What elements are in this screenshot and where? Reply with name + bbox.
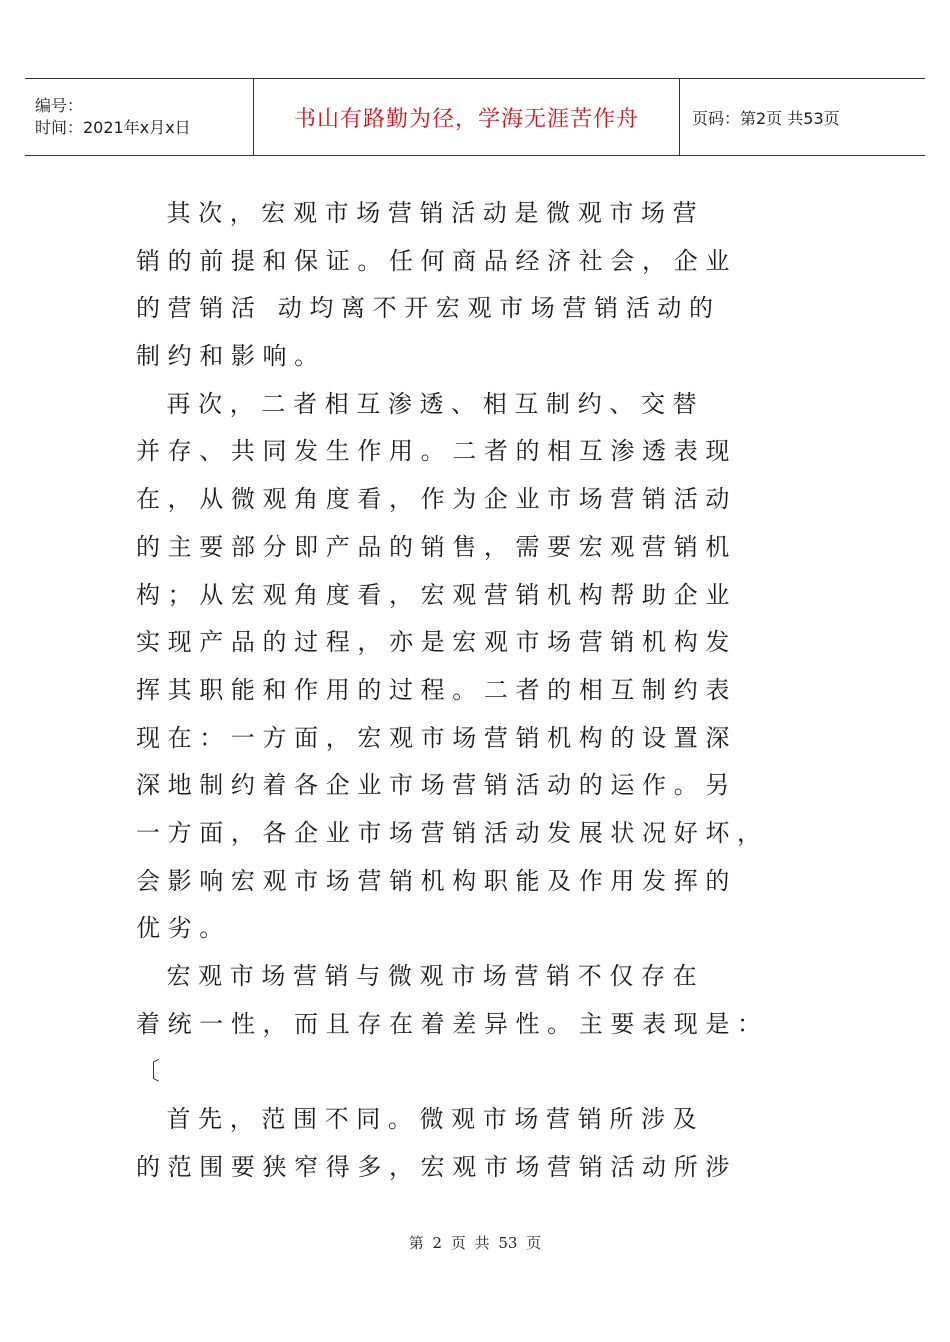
header-motto: 书山有路勤为径，学海无涯苦作舟 <box>293 106 639 132</box>
header-meta <box>25 79 254 155</box>
body-line: 深 地 制 约 着 各 企 业 市 场 营 销 活 动 的 运 作 。 另 <box>136 771 730 800</box>
header-motto-cell <box>254 79 680 155</box>
body-line: 制 约 和 影 响 。 <box>136 342 319 371</box>
document-time-label: 时间：2021年x月x日 <box>35 118 191 137</box>
body-line: 在 ， 从 微 观 角 度 看 ， 作 为 企 业 市 场 营 销 活 动 <box>136 485 730 514</box>
body-line: 会 影 响 宏 观 市 场 营 销 机 构 职 能 及 作 用 发 挥 的 <box>136 866 730 895</box>
body-line: 挥 其 职 能 和 作 用 的 过 程 。 二 者 的 相 互 制 约 表 <box>136 675 730 704</box>
body-line: 实 现 产 品 的 过 程 ， 亦 是 宏 观 市 场 营 销 机 构 发 <box>136 628 730 657</box>
body-line: 一 方 面 ， 各 企 业 市 场 营 销 活 动 发 展 状 况 好 坏 ， <box>136 818 761 847</box>
document-header <box>25 78 925 156</box>
body-line: 其 次 ， 宏 观 市 场 营 销 活 动 是 微 观 市 场 营 <box>136 199 697 227</box>
body-line: 销 的 前 提 和 保 证 。 任 何 商 品 经 济 社 会 ， 企 业 <box>136 246 730 275</box>
body-line: 〔 <box>136 1057 160 1086</box>
body-line: 优 劣 。 <box>136 914 224 943</box>
body-line: 宏 观 市 场 营 销 与 微 观 市 场 营 销 不 仅 存 在 <box>136 962 697 990</box>
body-line: 的 营 销 活 动 均 离 不 开 宏 观 市 场 营 销 活 动 的 <box>136 294 713 323</box>
body-line: 着 统 一 性 ， 而 且 存 在 着 差 异 性 。 主 要 表 现 是 ： <box>136 1009 761 1038</box>
body-line: 并 存 、 共 同 发 生 作 用 。 二 者 的 相 互 渗 透 表 现 <box>136 437 730 466</box>
body-line: 的 范 围 要 狭 窄 得 多 ， 宏 观 市 场 营 销 活 动 所 涉 <box>136 1152 730 1181</box>
page-footer <box>0 1232 950 1253</box>
document-body <box>136 190 826 1191</box>
body-line: 再 次 ， 二 者 相 互 渗 透 、 相 互 制 约 、 交 替 <box>136 389 697 418</box>
header-page-info-cell <box>680 79 925 155</box>
body-line: 的 主 要 部 分 即 产 品 的 销 售 ， 需 要 宏 观 营 销 机 <box>136 532 730 561</box>
body-line: 现 在 ： 一 方 面 ， 宏 观 市 场 营 销 机 构 的 设 置 深 <box>136 723 730 752</box>
body-line: 首 先 ， 范 围 不 同 。 微 观 市 场 营 销 所 涉 及 <box>136 1105 697 1134</box>
footer-page-number: 第 2 页 共 53 页 <box>408 1234 542 1252</box>
document-number-label: 编号： <box>35 96 84 115</box>
body-line: 构 ； 从 宏 观 角 度 看 ， 宏 观 营 销 机 构 帮 助 企 业 <box>136 580 730 609</box>
header-page-info: 页码：第2页 共53页 <box>692 108 840 128</box>
